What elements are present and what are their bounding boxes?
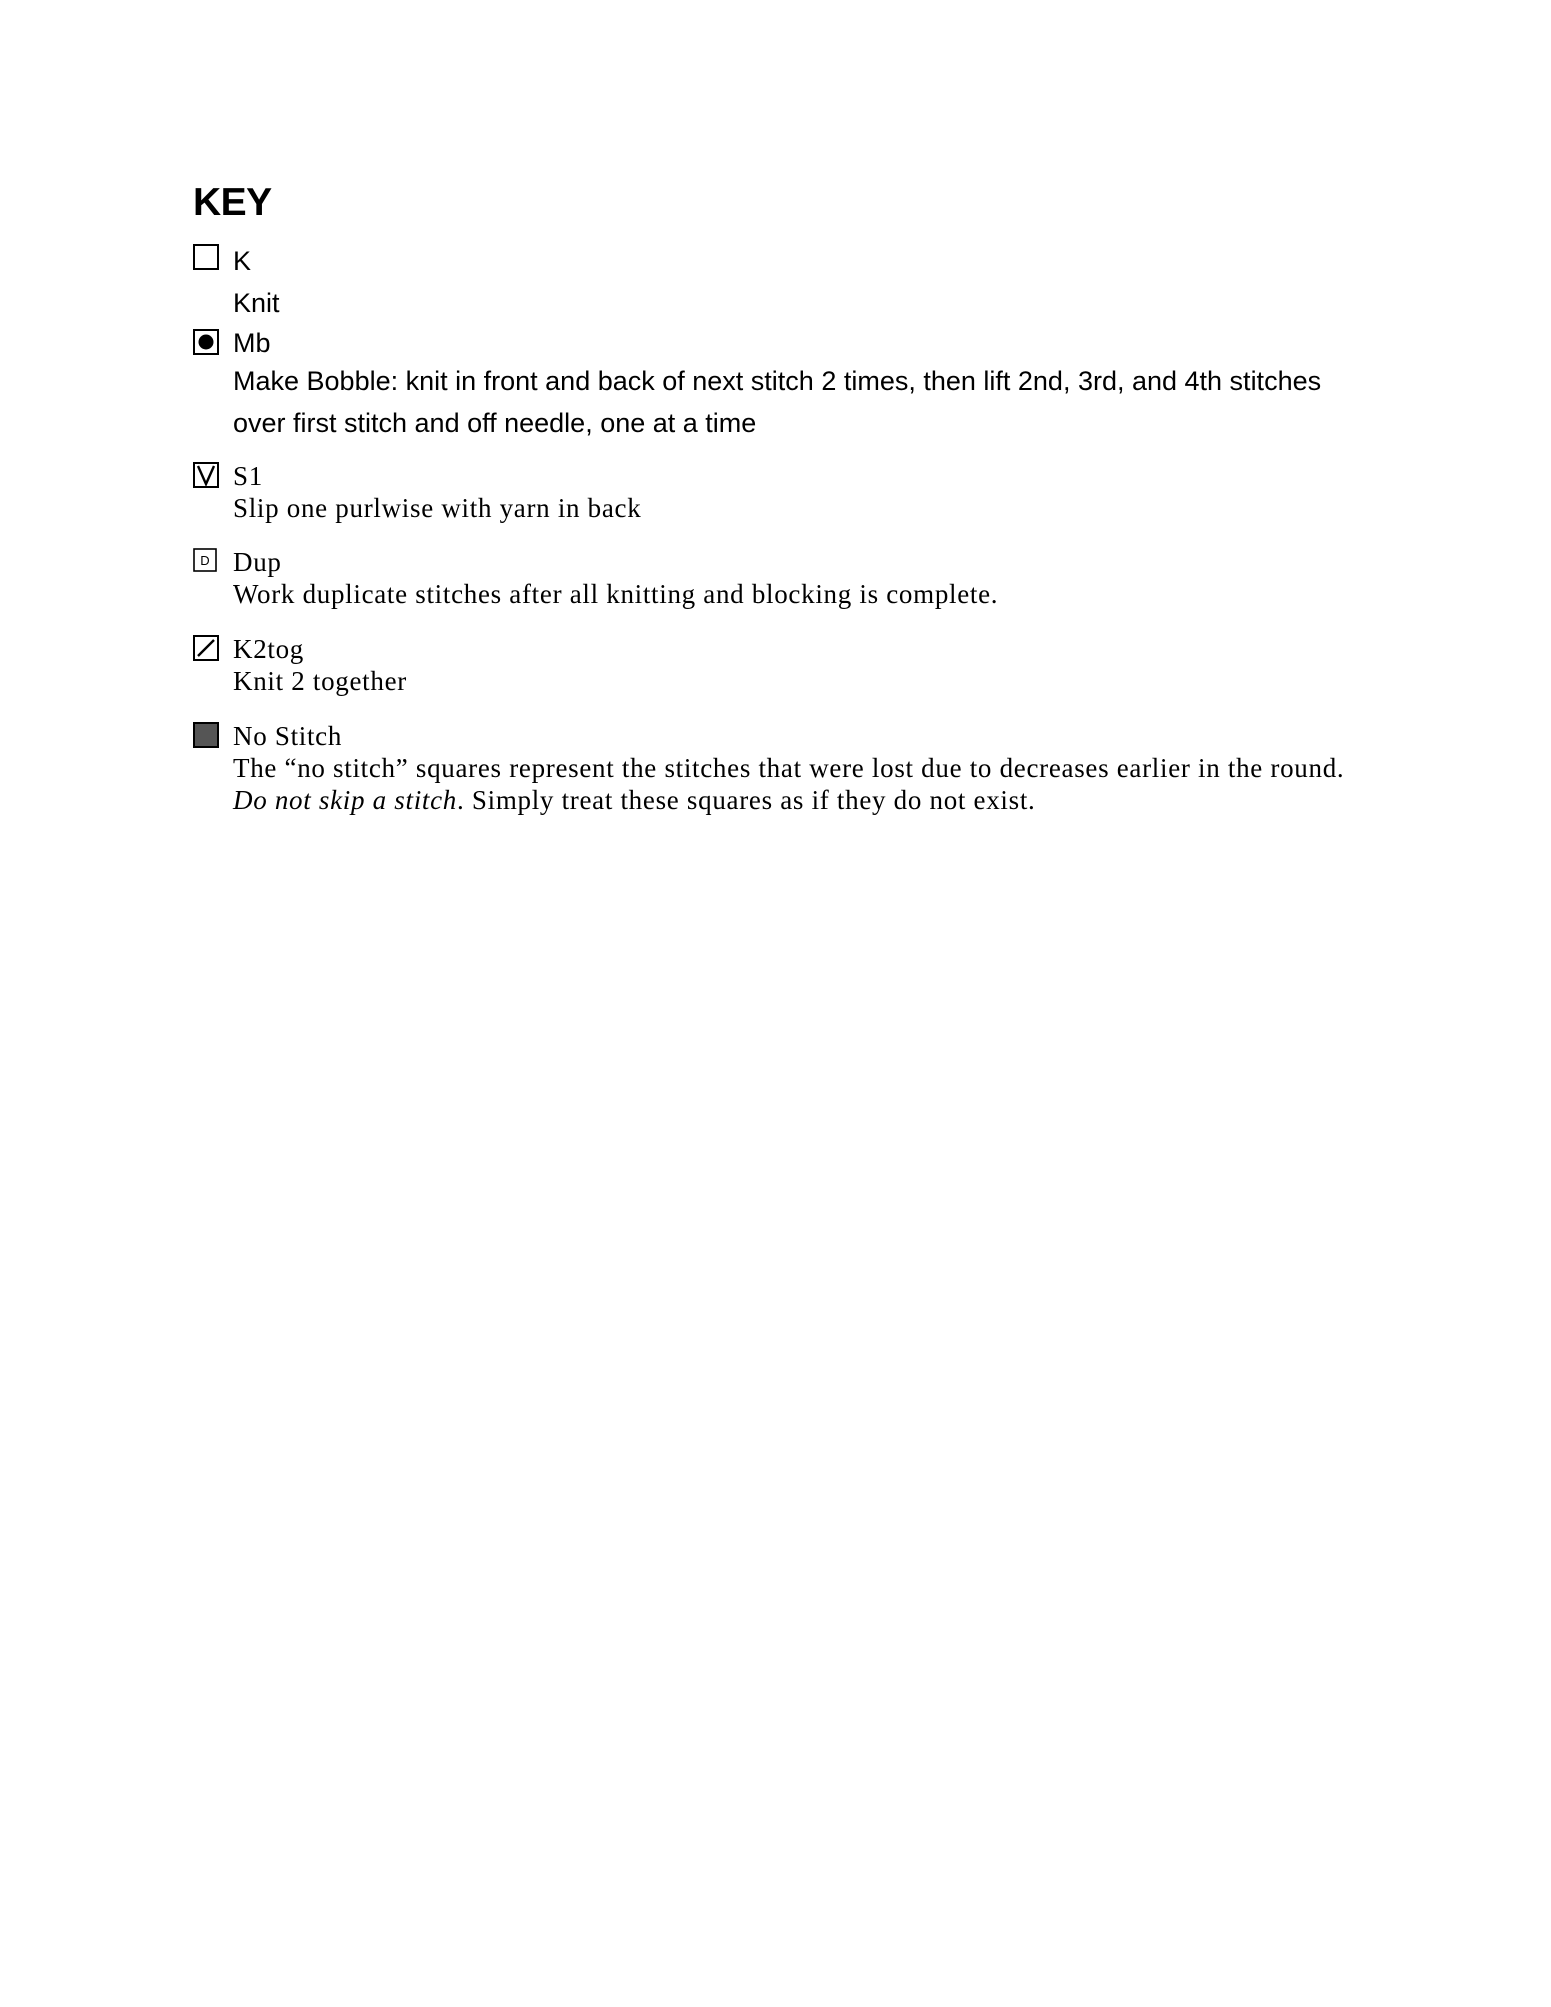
letter-d-icon [193,548,217,572]
symbol-letter: D [200,553,210,568]
entry-description [233,752,1373,816]
description-emphasis: Do not skip a stitch [233,785,457,815]
entry-name: Mb [233,328,271,358]
entry-name: S1 [233,461,263,491]
description-part-1: The “no stitch” squares represent the stitches that were lost due to decreases earlier in the round. [233,753,1345,783]
entry-name: K [233,246,252,276]
entry-description: Make Bobble: knit in front and back of next stitch 2 times, then lift 2nd, 3rd, and 4th stitches over first stitch and off needle, one at a time [233,366,1322,438]
entry-description: Knit 2 together [233,666,407,696]
entry-text [233,720,1373,816]
filled-gray-square-icon [193,722,219,748]
key-heading: KEY [193,181,272,224]
v-check-icon [193,462,219,488]
entry-description: Knit [233,288,280,318]
entry-text [233,546,1353,610]
empty-square-icon [193,244,219,270]
entry-text [233,326,1353,444]
entry-name: K2tog [233,634,304,664]
entry-text [233,240,1353,324]
diagonal-slash-icon [193,635,219,661]
filled-circle-icon [193,329,219,355]
entry-description: Slip one purlwise with yarn in back [233,493,642,523]
entry-text [233,633,1353,697]
entry-name: Dup [233,547,282,577]
entry-text [233,460,1353,524]
entry-description: Work duplicate stitches after all knitting and blocking is complete. [233,579,999,609]
description-part-2: . Simply treat these squares as if they do not exist. [457,785,1036,815]
entry-name: No Stitch [233,721,343,751]
